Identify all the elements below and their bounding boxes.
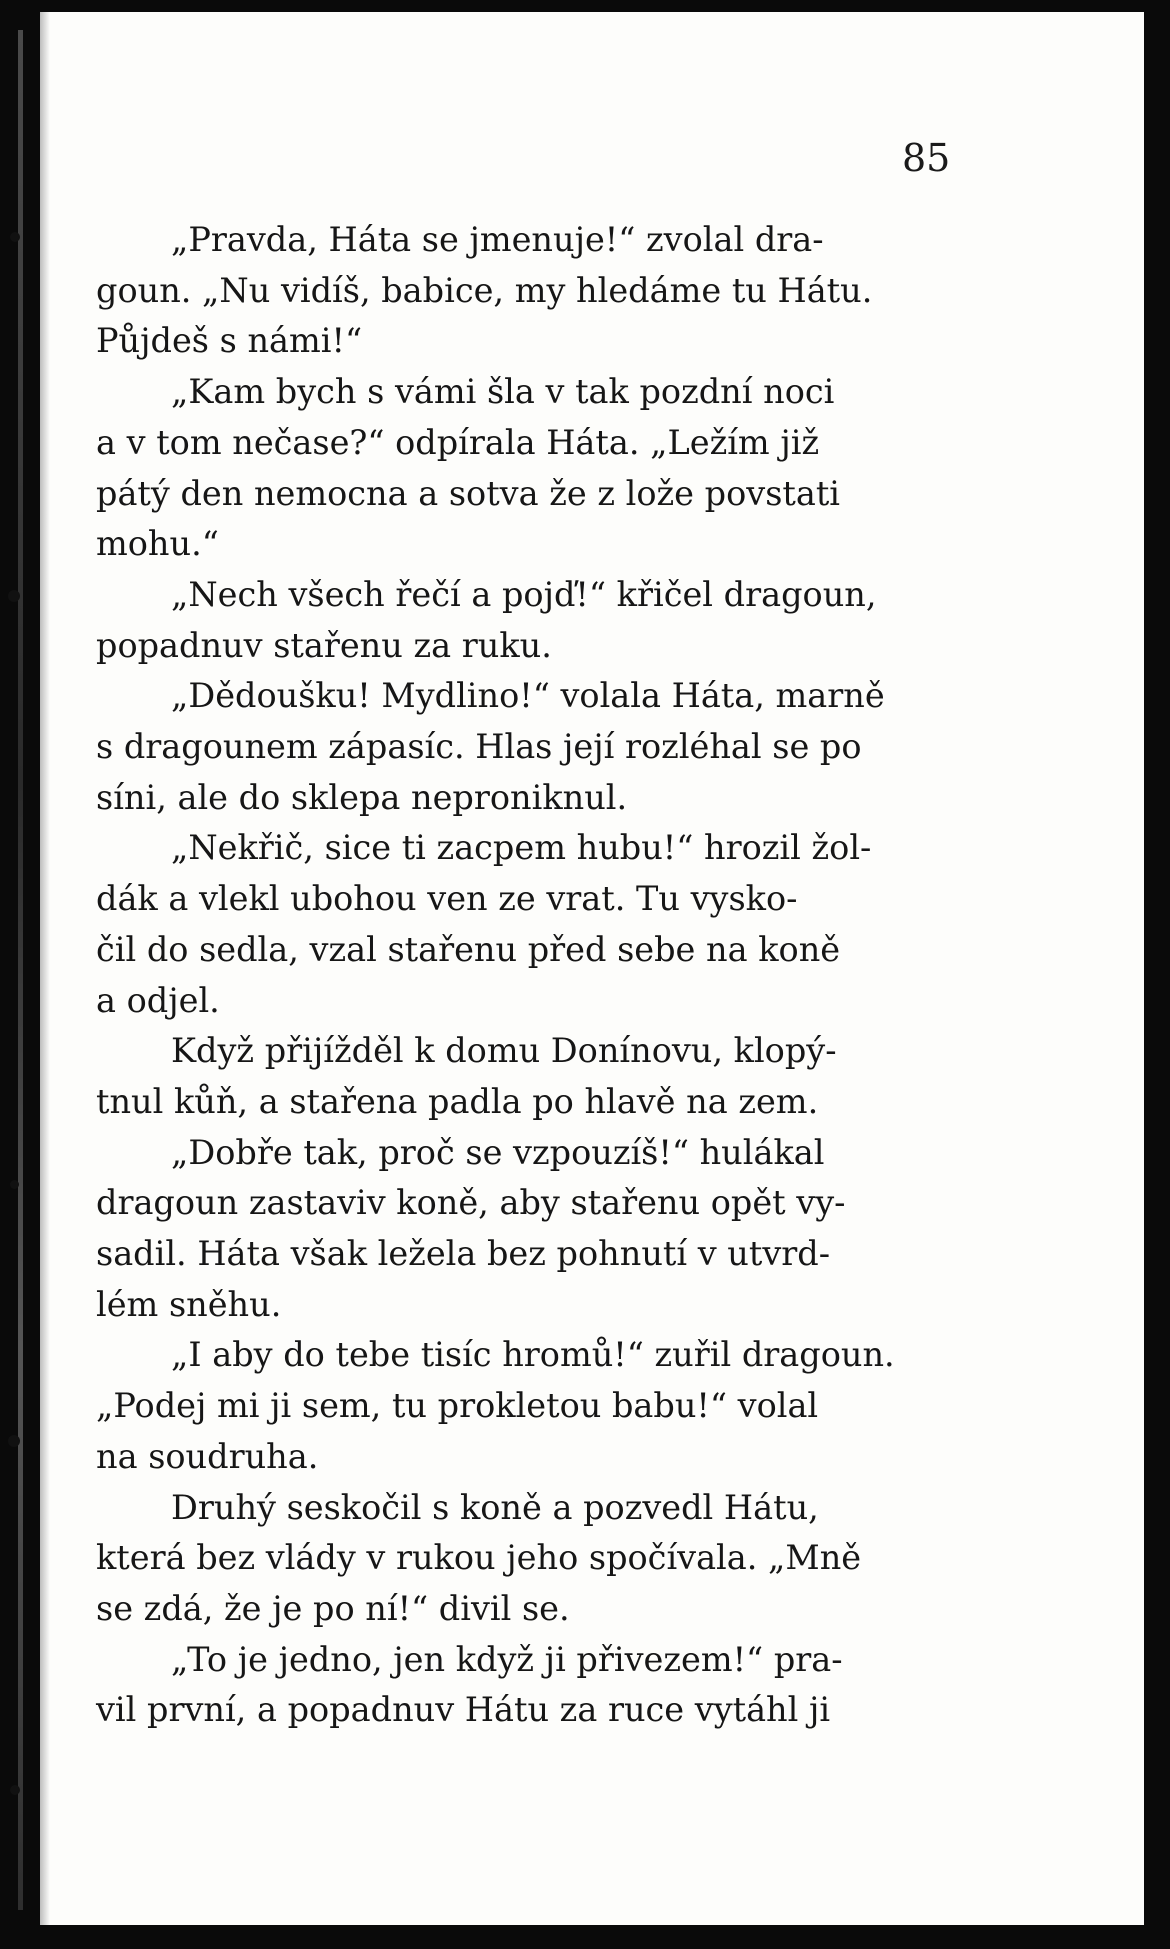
paragraph: „Nech všech řečí a pojď!“ křičel dragoun, popadnuv stařenu za ruku.	[96, 574, 877, 665]
spine-line	[18, 30, 23, 1910]
book-spine-edge	[0, 0, 40, 1949]
paragraph: „Pravda, Háta se jmenuje!“ zvolal dra- goun. „Nu vidíš, babice, my hledáme tu Hátu. Půjdeš s námi!“	[96, 220, 873, 361]
body-text	[96, 215, 984, 1736]
ink-speck	[10, 1785, 20, 1795]
paragraph: Když přijížděl k domu Donínovu, klopý- tnul kůň, a stařena padla po hlavě na zem.	[96, 1031, 837, 1121]
book-page	[40, 12, 1144, 1925]
paragraph: „I aby do tebe tisíc hromů!“ zuřil dragoun. „Podej mi ji sem, tu prokletou babu!“ volal na soudruha.	[96, 1335, 895, 1476]
page-edge-shadow	[40, 12, 50, 1925]
ink-speck	[8, 1435, 20, 1447]
paragraph: „Nekřič, sice ti zacpem hubu!“ hrozil žol- dák a vlekl ubohou ven ze vrat. Tu vysko- čil do sedla, vzal stařenu před sebe na koně a odjel.	[96, 828, 872, 1020]
paragraph: „To je jedno, jen když ji přivezem!“ pra- vil první, a popadnuv Hátu za ruce vytáhl ji	[96, 1639, 843, 1730]
page-number: 85	[902, 136, 951, 180]
paragraph: „Dobře tak, proč se vzpouzíš!“ hulákal dragoun zastaviv koně, aby stařenu opět vy- sadil. Háta však ležela bez pohnutí v utvrd- lém sněhu.	[96, 1132, 846, 1324]
paragraph: „Kam bych s vámi šla v tak pozdní noci a v tom nečase?“ odpírala Háta. „Ležím již pátý den nemocna a sotva že z lože povstati mohu.“	[96, 372, 841, 564]
ink-speck	[10, 1180, 19, 1189]
ink-speck	[10, 232, 20, 242]
ink-speck	[8, 590, 20, 602]
paragraph: Druhý seskočil s koně a pozvedl Hátu, která bez vlády v rukou jeho spočívala. „Mně se zdá, že je po ní!“ divil se.	[96, 1487, 862, 1628]
paragraph: „Dědoušku! Mydlino!“ volala Háta, marně s dragounem zápasíc. Hlas její rozléhal se po síni, ale do sklepa neproniknul.	[96, 676, 885, 817]
